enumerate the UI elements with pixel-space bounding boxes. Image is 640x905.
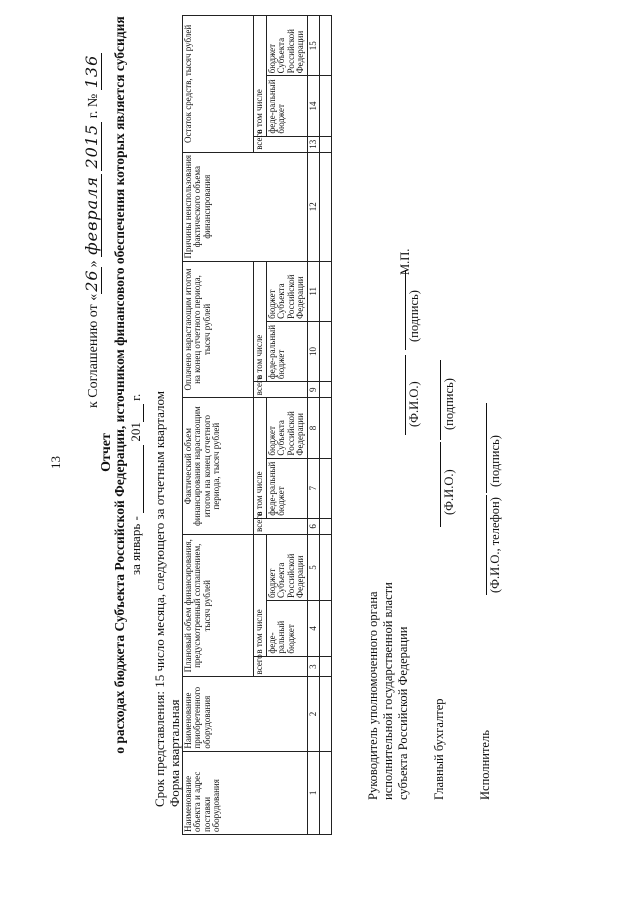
data-cell[interactable] [320,751,332,834]
column-number: 15 [307,16,319,76]
table-row [320,16,332,835]
executor-fio-line[interactable] [486,495,487,595]
header-actual-regional: бюджет Субъекта Российской Федерации [267,398,308,458]
executor-signature-caption: (подпись) [488,435,502,487]
data-cell[interactable] [320,261,332,321]
agreement-number: 136 [82,54,101,89]
column-number: 3 [307,656,319,677]
data-cell[interactable] [320,535,332,601]
header-paid: Оплачено нарастающим итогом на конец отчетного периода, тысяч рублей [183,261,254,398]
accountant-label: Главный бухгалтер [432,698,446,800]
head-title-line2: исполнительной государственной власти [381,582,395,800]
agreement-suffix: г. № [86,93,101,119]
column-number: 5 [307,535,319,601]
document-title: Отчет [99,433,114,472]
header-remaining: Остаток средств, тысяч рублей [183,16,254,153]
data-cell[interactable] [320,382,332,398]
header-remaining-including: в том числе [254,16,267,137]
column-number: 14 [307,76,319,136]
header-equipment-name: Наименование приобретенного оборудования [183,677,308,751]
column-number: 10 [307,321,319,381]
period-year-blank[interactable] [143,404,144,422]
page-number: 13 [48,456,63,469]
header-actual-including: в том числе [254,398,267,518]
header-planned-federal: феде-ральный бюджет [267,601,308,657]
submission-deadline: Срок представления: 15 число месяца, следующего за отчетным кварталом [152,391,167,807]
document-subtitle: о расходах бюджета Субъекта Российской Федерации, источником финансового обеспечения которых является субсидия [112,16,127,754]
executor-signature-line[interactable] [486,403,487,493]
data-cell[interactable] [320,656,332,677]
column-number: 6 [307,518,319,534]
accountant-fio-caption: (Ф.И.О.) [442,469,456,515]
accountant-signature-line[interactable] [440,360,441,440]
header-object-name: Наименование объекта и адрес поставки оборудования [183,751,308,834]
header-remaining-regional: бюджет Субъекта Российской Федерации [267,16,308,76]
header-paid-including: в том числе [254,261,267,381]
column-number: 8 [307,398,319,458]
column-number: 12 [307,152,319,261]
period-suffix: г. [128,393,143,401]
column-number: 4 [307,601,319,657]
header-paid-regional: бюджет Субъекта Российской Федерации [267,261,308,321]
header-planned-volume: Плановый объем финансирования, предусмотренный соглашением, тысяч рублей [183,535,254,677]
header-planned-including: в том числе [254,535,267,657]
head-fio-caption: (Ф.И.О.) [407,381,421,427]
column-number: 11 [307,261,319,321]
agreement-mid: » [86,260,101,268]
header-paid-total: всего [254,382,308,398]
stamp-placeholder: М.П. [398,248,412,275]
header-remaining-total: всего [254,136,308,152]
head-signature-line[interactable] [405,270,406,350]
head-signature-caption: (подпись) [407,290,421,342]
accountant-signature-caption: (подпись) [442,378,456,430]
executor-label: Исполнитель [478,730,492,800]
report-period [128,394,144,575]
report-table [182,15,332,835]
header-reasons: Причины неиспользования фактического объема финансирования [183,152,308,261]
data-cell[interactable] [320,458,332,518]
data-cell[interactable] [320,321,332,381]
header-planned-total: всего [254,656,308,677]
column-number: 9 [307,382,319,398]
data-cell[interactable] [320,136,332,152]
head-title-line1: Руководитель уполномоченного органа [366,591,380,800]
header-planned-regional: бюджет Субъекта Российской Федерации [267,535,308,601]
column-number: 13 [307,136,319,152]
head-fio-line[interactable] [405,355,406,435]
agreement-day: 26 [82,269,101,292]
header-actual-volume: Фактический объем финансирования нарастающим итогом на конец отчетного периода, тысяч рублей [183,398,254,535]
header-actual-federal: феде-ральный бюджет [267,458,308,518]
column-numbers-row [307,16,319,835]
form-type: Форма квартальная [167,699,182,807]
data-cell[interactable] [320,152,332,261]
period-year-prefix: 201 [128,422,143,442]
executor-fio-caption: (Ф.И.О., телефон) [488,497,502,593]
header-paid-federal: феде-ральный бюджет [267,321,308,381]
data-cell[interactable] [320,601,332,657]
column-number: 2 [307,677,319,751]
data-cell[interactable] [320,518,332,534]
data-cell[interactable] [320,677,332,751]
period-month-blank[interactable] [143,445,144,513]
head-title-line3: субъекта Российской Федерации [396,626,410,800]
agreement-month: февраля [82,176,101,255]
accountant-fio-line[interactable] [440,442,441,527]
header-actual-total: всего [254,518,308,534]
data-cell[interactable] [320,76,332,136]
column-number: 1 [307,751,319,834]
header-remaining-federal: феде-ральный бюджет [267,76,308,136]
column-number: 7 [307,458,319,518]
period-prefix: за январь - [128,516,143,575]
data-cell[interactable] [320,398,332,458]
data-cell[interactable] [320,16,332,76]
agreement-year: 2015 [82,123,101,169]
agreement-prefix: к Соглашению от « [86,293,101,408]
